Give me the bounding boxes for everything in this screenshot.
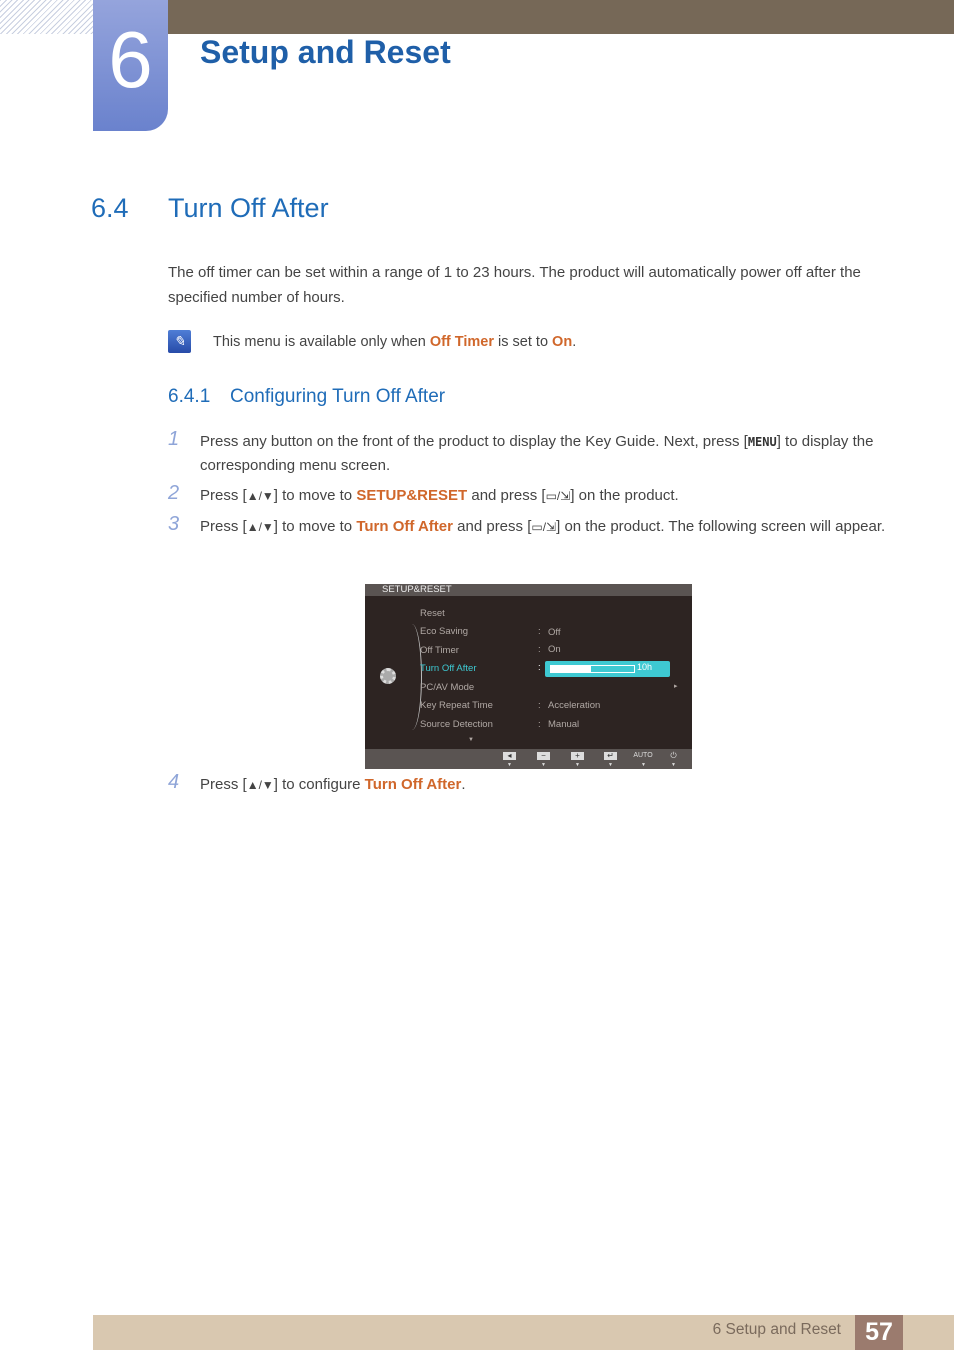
- power-icon: ⏻: [670, 751, 677, 760]
- osd-key-guide: ◂ − + ↵ AUTO ⏻ ▼ ▼ ▼ ▼ ▼ ▼: [365, 749, 692, 769]
- page-footer: [93, 1315, 954, 1350]
- osd-header: SETUP&RESET: [365, 584, 692, 596]
- osd-menu-screenshot: SETUP&RESET Reset Eco Saving : Off Off Timer : On Turn Off After : 10h PC/AV Mode ▸ Key Repeat Time : Acceleration Source Detection : Manual ▼ ◂ − + ↵ AUTO ⏻ ▼ ▼ ▼ ▼ ▼ ▼: [365, 584, 692, 769]
- intro-paragraph: The off timer can be set within a range of 1 to 23 hours. The product will automatically power off after the specified number of hours.: [168, 264, 861, 306]
- top-bar: [168, 0, 954, 34]
- osd-item-key-repeat-time: Key Repeat Time: [420, 700, 493, 711]
- note: [168, 330, 576, 353]
- osd-item-off-timer: Off Timer: [420, 645, 459, 656]
- osd-item-pc-av-mode: PC/AV Mode: [420, 682, 475, 693]
- plus-key-icon: +: [571, 752, 584, 760]
- subsection-title: Configuring Turn Off After: [230, 386, 446, 407]
- osd-item-reset: Reset: [420, 608, 445, 619]
- chapter-number-tab: 6: [93, 0, 168, 131]
- up-down-keys-icon: ▲/▼: [246, 520, 274, 534]
- section-title: Turn Off After: [168, 193, 329, 223]
- subsection-number: 6.4.1: [168, 386, 211, 407]
- menu-arc: [402, 624, 422, 730]
- minus-key-icon: −: [537, 752, 550, 760]
- chapter-title: Setup and Reset: [200, 34, 451, 70]
- submenu-arrow-icon: ▸: [674, 683, 678, 690]
- section-heading: [91, 193, 329, 224]
- step-4: 4 Press [▲/▼] to configure Turn Off After.: [168, 771, 466, 793]
- subsection-heading: [168, 386, 445, 408]
- osd-item-source-detection: Source Detection: [420, 719, 493, 730]
- turn-off-after-slider: 10h: [545, 661, 670, 677]
- footer-chapter-label: 6 Setup and Reset: [712, 1321, 841, 1338]
- left-key-icon: ◂: [503, 752, 516, 760]
- enter-key-icon: ↵: [604, 752, 617, 760]
- step-3: 3 Press [▲/▼] to move to Turn Off After and press [▭/⇲] on the product. The following screen will appear.: [168, 513, 886, 535]
- source-enter-keys-icon: ▭/⇲: [531, 520, 557, 534]
- osd-item-eco-saving: Eco Saving: [420, 626, 469, 637]
- menu-key: MENU: [747, 435, 777, 449]
- step-1: 1 Press any button on the front of the product to display the Key Guide. Next, press [MENU] to display the corresponding menu screen.: [168, 428, 874, 474]
- auto-key: AUTO: [633, 752, 653, 759]
- page-number: 57: [855, 1315, 903, 1350]
- note-pencil-icon: ✎: [168, 330, 191, 353]
- corner-hatch: [0, 0, 93, 34]
- scroll-down-icon: ▼: [468, 737, 474, 743]
- step-2: 2 Press [▲/▼] to move to SETUP&RESET and press [▭/⇲] on the product.: [168, 482, 679, 504]
- up-down-keys-icon: ▲/▼: [246, 778, 274, 792]
- osd-item-turn-off-after: Turn Off After: [420, 663, 477, 674]
- up-down-keys-icon: ▲/▼: [246, 489, 274, 503]
- gear-icon: [380, 668, 396, 684]
- note-text: This menu is available only when Off Timer is set to On.: [213, 333, 577, 350]
- source-enter-keys-icon: ▭/⇲: [545, 489, 571, 503]
- section-number: 6.4: [91, 193, 129, 223]
